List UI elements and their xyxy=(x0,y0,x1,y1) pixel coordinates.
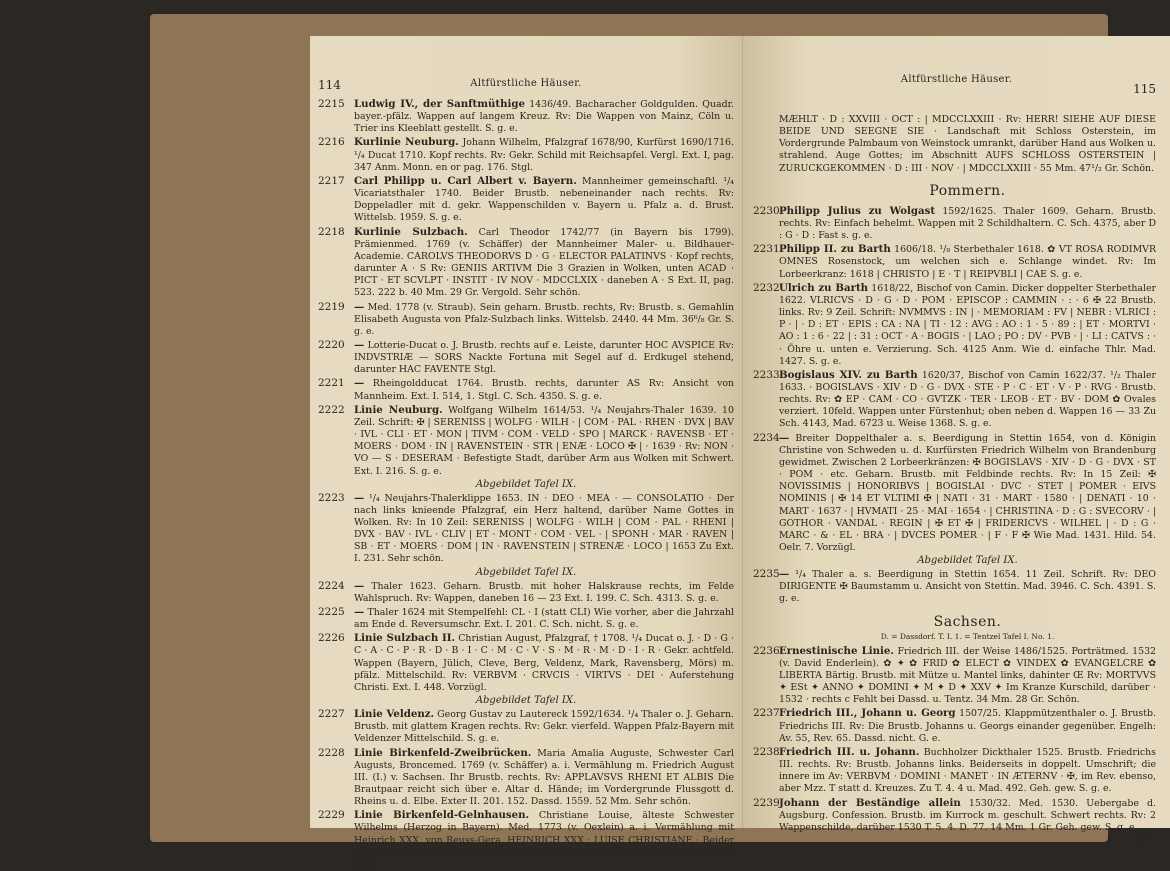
catalog-entry xyxy=(318,339,734,376)
catalog-entry xyxy=(753,745,1156,796)
entry-text: 1620/37, Bischof von Camin 1622/37. ¹/₂ Thaler 1633. · BOGISLAVS · XIV · D · G · DVX · STE · P · C · ET · V · P · RVG · Brustb. rechts. Rv: ✿ EP · CAM · CO · GVTZK · TER · LEOB · ET · BV · DOM ✿ Ovales verziert. 10feld. Wappen unter Fürstenhut; oben neben d. Wappen 16 — 33 Zu Sch. 4143, Mad. 6723 u. Weise 1368. S. g. e. xyxy=(779,369,1156,430)
section-heading-pommern: Pommern. xyxy=(929,182,1006,199)
entry-heading: — xyxy=(354,338,365,351)
catalog-entry xyxy=(753,707,1156,744)
entry-text: Buchholzer Dickthaler 1525. Brustb. Friedrichs III. rechts. Rv: Brustb. Johanns links. Beiderseits in doppelt. Umschrift; die innere im Av: VERBVM · DOMINI · MANET · IN ÆTERNV · ✠, im Rev. ebenso, aber Mzz. T statt d. Kreuzes. Zu T. 4. 4 u. Mad. 492. Geh. gew. S. g. e. xyxy=(779,746,1156,795)
catalog-entry xyxy=(318,98,734,135)
entry-text: Carl Theodor 1742/77 (in Bayern bis 1799). Prämienmed. 1769 (v. Schäffer) der Mannheimer Maler- u. Bildhauer-Academie. CAROLVS THEODORVS D · G · ELECTOR PALATINVS · Kopf rechts, darunter A · S Rv: GENIIS ARTIVM Die 3 Grazien in Wolken, unten ACAD · PICT · ET SCVLPT · INSTIT · IV NOV · MDCCLXIX · daneben A · S Ext. II, pag. 523. 222 b. 40 Mm. 29 Gr. Vergold. Sehr schön. xyxy=(354,226,734,299)
book-spread xyxy=(150,14,1157,870)
entry-heading: Ludwig IV., der Sanftmüthige xyxy=(354,98,525,110)
entry-heading: — xyxy=(779,568,790,581)
entry-heading: Ernestinische Linie. xyxy=(779,644,894,657)
signature-mark: 8* xyxy=(1137,834,1148,845)
entry-number: 2217 xyxy=(318,174,345,187)
plate-reference: Abgebildet Tafel IX. xyxy=(475,566,577,578)
catalog-entry xyxy=(318,404,734,478)
entry-number: 2219 xyxy=(318,300,345,313)
entry-number: 2231 xyxy=(753,243,780,256)
entry-number: 2226 xyxy=(318,632,345,645)
catalog-entry xyxy=(318,809,734,871)
entry-heading: Linie Sulzbach II. xyxy=(354,632,456,645)
entry-heading: Linie Birkenfeld-Zweibrücken. xyxy=(354,746,532,759)
catalog-entry xyxy=(318,708,734,745)
entry-number: 2233 xyxy=(753,368,780,381)
sachsen-abbrev-note: D. = Dassdorf. T. I. 1. = Tentzel Tafel I. No. 1. xyxy=(880,631,1055,641)
entry-heading: — xyxy=(354,377,365,390)
entry-heading: Philipp Julius zu Wolgast xyxy=(779,204,936,217)
entry-number: 2222 xyxy=(318,403,345,416)
right-page-number: 115 xyxy=(1133,82,1156,96)
catalog-entry xyxy=(753,644,1157,707)
right-running-head xyxy=(743,36,1170,96)
entry-heading: Linie Neuburg. xyxy=(354,403,443,416)
left-page xyxy=(310,36,743,870)
catalog-entry xyxy=(318,301,734,338)
catalog-entry xyxy=(753,368,1156,431)
entry-heading: — xyxy=(354,491,365,504)
entry-number: 2234 xyxy=(753,431,780,444)
entry-heading: Kurlinie Sulzbach. xyxy=(354,225,468,238)
catalog-entry xyxy=(753,243,1157,280)
entry-heading: — xyxy=(354,300,365,313)
entry-text: 1592/1625. Thaler 1609. Geharn. Brustb. rechts. Rv: Einfach behelmt. Wappen mit 2 Schildhaltern. C. Sch. 4375, aber D : G · D : Fast s. g. e. xyxy=(779,205,1156,242)
entry-heading: Johann der Beständige allein xyxy=(779,796,961,809)
entry-text: 1606/18. ¹/₈ Sterbethaler 1618. ✿ VT ROSA RODIMVR OMNES Rosenstock, um welchen sich e. Schlange windet. Rv: Im Lorbeerkranz: 1618 | CHRISTO | E · T | REIPVBLI | CAE S. g. e. xyxy=(779,244,1157,280)
catalog-entry xyxy=(318,747,734,809)
catalog-entry xyxy=(318,136,734,173)
entry-text: 1436/49. Bacharacher Goldgulden. Quadr. bayer.-pfälz. Wappen auf langem Kreuz. Rv: Die Wappen von Mainz, Cöln u. Trier ins Kleeblatt gestellt. S. g. e. xyxy=(354,99,734,135)
entry-heading: — xyxy=(354,579,365,592)
plate-reference: Abgebildet Tafel IX. xyxy=(475,478,577,490)
entry-text: Thaler 1623. Geharn. Brustb. mit hoher Halskrause rechts, im Felde Wahlspruch. Rv: Wappen, daneben 16 — 23 Ext. I. 199. C. Sch. 4313. S. g. e. xyxy=(354,580,734,604)
entry-text: Georg Gustav zu Lautereck 1592/1634. ¹/₄ Thaler o. J. Geharn. Brustb. mit glattem Kragen rechts. Rv: Gekr. vierfeld. Wappen Pfalz-Bayern mit Veldenzer Mittelschild. S. g. e. xyxy=(354,709,734,745)
entry-text: Lotterie-Ducat o. J. Brustb. rechts auf e. Leiste, darunter HOC AVSPICE Rv: INDVSTRIÆ — SORS Nackte Fortuna mit Segel auf d. Erdkugel stehend, darunter HAC FAVENTE Stgl. xyxy=(354,339,734,376)
entry-heading: Friedrich III., Johann u. Georg xyxy=(779,707,956,720)
catalog-entry xyxy=(318,492,734,566)
entry-heading: Kurlinie Neuburg. xyxy=(354,136,459,149)
catalog-entry xyxy=(318,606,734,631)
entry-number: 2232 xyxy=(753,281,780,294)
entry-number: 2224 xyxy=(318,579,345,592)
entry-text: ¹/₄ Thaler a. s. Beerdigung in Stettin 1654. 11 Zeil. Schrift. Rv: DEO DIRIGENTE ✠ Baumstamm u. Ansicht von Stettin. Mad. 3946. C. Sch. 4391. S. g. e. xyxy=(779,569,1156,605)
entry-heading: — xyxy=(779,431,790,444)
left-page-content xyxy=(318,98,735,870)
entry-number: 2227 xyxy=(318,708,345,721)
entry-text: Friedrich III. der Weise 1486/1525. Porträtmed. 1532 (v. David Enderlein). ✿ ✦ ✿ FRID ✿ ELECT ✿ VINDEX ✿ EVANGELCRE ✿ LIBERTA Bärtig. Brustb. mit Mütze u. Mantel links, dahinter Œ Rv: MORTVVS ✦ ESt ✦ ANNO ✦ DOMINI ✦ M ✦ D ✦ XXV ✦ Im Kranze Kurschild, darüber · 1532 · rechts c Fehlt bei Dassd. u. Tentz. 34 Mm. 28 Gr. Schön. xyxy=(779,645,1157,706)
catalog-entry xyxy=(753,204,1156,242)
entry-text: Rheingoldducat 1764. Brustb. rechts, darunter AS Rv: Ansicht von Mannheim. Ext. I. 514, 1. Stgl. C. Sch. 4350. S. g. e. xyxy=(354,378,734,402)
catalog-entry xyxy=(318,175,734,225)
entry-text: ¹/₄ Neujahrs-Thalerklippe 1653. IN · DEO · MEA · — CONSOLATIO · Der nach links knieende Pfalzgraf, ein Herz haltend, darüber Name Gottes in Wolken. Rv: In 10 Zeil: SERENISS | WOLFG · WILH | COM · PAL · RHENI | DVX · BAV · IVL · CLIV | ET · MONT · COM · VEL · | SPONH · MAR · RAVEN | SB · ET · MOERS · DOM | IN · RAVENSTEIN | STRENÆ · LOCO | 1653 Zu Ext. I. 231. Sehr schön. xyxy=(354,492,734,565)
entry-heading: Linie Birkenfeld-Gelnhausen. xyxy=(354,809,530,822)
entry-number: 2230 xyxy=(753,204,780,217)
entry-heading: Friedrich III. u. Johann. xyxy=(779,745,920,758)
entry-number: 2236 xyxy=(753,644,780,657)
catalog-entry xyxy=(753,281,1156,368)
entry-heading: Linie Veldenz. xyxy=(354,708,435,721)
entry-number: 2225 xyxy=(318,605,345,618)
catalog-entry xyxy=(318,377,734,402)
entry-number: 2235 xyxy=(753,568,780,581)
entry-number: 2218 xyxy=(318,225,345,238)
entry-text: 1507/25. Klappmützenthaler o. J. Brustb. Friedrichs III. Rv: Die Brustb. Johanns u. Georgs einander gegenüber. Engelh: Av. 55, Rev. 65. Dassd. nicht. G. e. xyxy=(779,708,1156,744)
entry-text: 1618/22, Bischof von Camin. Dicker doppelter Sterbethaler 1622. VLRICVS · D · G · D · POM · EPISCOP : CAMMIN · : · 6 ✠ 22 Brustb. links. Rv: 9 Zeil. Schrift: NVMMVS : IN | · MEMORIAM : FV | NEBR : VLRICI : P · | · D : ET · EPIS : CA : NA | TI · 12 : AVG : AO : 1 · 5 · 89 : | ET · MORTVI · AO : 1 : 6 · 22 | : 31 : OCT · A · BOGIS · | LAO ; PO : DV · PVB · | · LI : CATVS : · · Öhre u. unten e. Verzierung. Sch. 4125 Anm. Wie d. einfache Thlr. Mad. 1427. S. g. e. xyxy=(779,282,1156,367)
sachsen-entries xyxy=(753,644,1157,834)
entry-text: Christian August, Pfalzgraf, † 1708. ¹/₄ Ducat o. J. · D · G · C · A · C · P · R · D · B · I · C · M · C · V · S · M · R · M · D · I · R · Gekr. achtfeld. Wappen (Bayern, Jülich, Cleve, Berg, Veldenz, Mark, Ravensberg, Mörs) m. pfälz. Mittelschild. Rv: VERBVM · CRVCIS · VIRTVS · DEI · Auferstehung Christi. Ext. I. 448. Vorzügl. xyxy=(354,633,735,693)
catalog-entry xyxy=(753,796,1156,834)
entry-text: Wolfgang Wilhelm 1614/53. ¹/₄ Neujahrs-Thaler 1639. 10 Zeil. Schrift: ✠ | SERENISS | WOLFG · WILH · | COM · PAL · RHEN · DVX | BAV · IVL · CLI · ET · MON | TIVM · COM · VELD · SPO | MARCK · RAVENSB · ET · MOERS · DOM · IN | RAVENSTEIN · STR | ENÆ · LOCO ✠ | · 1639 · Rv: NON · VO — S · DESERAM · Befestigte Stadt, darüber Arm aus Wolken mit Schwert. Ext. I. 216. S. g. e. xyxy=(354,404,734,477)
entry-number: 2216 xyxy=(318,136,345,149)
entry-number: 2221 xyxy=(318,377,345,390)
entry-number: 2220 xyxy=(318,338,345,351)
plate-reference: Abgebildet Tafel IX. xyxy=(475,695,577,707)
entry-text: 1530/32. Med. 1530. Uebergabe d. Augsburg. Confession. Brustb. im Kurrock m. geschult. Schwert rechts. Rv: 2 Wappenschilde, darüber 1530 T. 5. 4. D. 77. 14 Mm. 1 Gr. Geh. gew. S. g. e. xyxy=(779,797,1156,833)
entry-number: 2215 xyxy=(318,98,345,110)
right-page-content xyxy=(753,114,1157,845)
entry-heading: Philipp II. zu Barth xyxy=(779,243,891,256)
entry-heading: Carl Philipp u. Carl Albert v. Bayern. xyxy=(354,174,577,187)
entry-number: 2238 xyxy=(753,745,780,758)
right-running-title: Altfürstliche Häuser. xyxy=(900,74,1013,85)
entry-text: Johann Wilhelm, Pfalzgraf 1678/90, Kurfürst 1690/1716. ¹/₄ Ducat 1710. Kopf rechts. Rv: Gekr. Schild mit Reichsapfel. Vergl. Ext. I, pag. 347 Anm. Monn. en or pag. 176. Stgl. xyxy=(354,137,735,173)
entry-heading: Ulrich zu Barth xyxy=(779,281,869,294)
entry-text: Christiane Louise, älteste Schwester Wilhelms (Herzog in Bayern). Med. 1773 (v. Oexlein) a. i. Vermählung mit Heinrich XXX. von Reuss-Gera. HEINRICH XXX · LUISE CHRISTIANE · Beider Brustb. einander gegenüber; im Abschnitt AUF DEM SCHLOSSE HUNGEN | VEB xyxy=(354,810,735,870)
entry-text: Breiter Doppelthaler a. s. Beerdigung in Stettin 1654, von d. Königin Christine von Schweden u. d. Kurfürsten Friedrich Wilhelm von Brandenburg gewidmet. Zwischen 2 Lorbeerkränzen: ✠ BOGISLAVS · XIV · D · G · DVX · ST · POM · etc. Geharn. Brustb. mit Feldbinde rechts. Rv: In 15 Zeil: ✠ NOVISSIMIS | HONORIBVS | BOGISLAI · DVC · STET | POMER · EIVS NOMINIS | ✠ 14 ET VLTIMI ✠ | NATI · 31 · MART · 1580 · | DENATI · 10 · MART · 1637 · | HVMATI · 25 · MAI · 1654 · | CHRISTINA · D : G : SVECORV · | GOTHOR · VANDAL · REGIN | ✠ ET ✠ | FRIDERICVS · WILHEL | · D : G · MARC · & · EL · BRA · | DVCES POMER · | F · F ✠ Wie Mad. 1431. Hild. 54. Oelr. 7. Vorzügl. xyxy=(779,432,1156,553)
catalog-entry xyxy=(318,632,734,694)
entry-number: 2228 xyxy=(318,746,345,759)
entry-heading: Bogislaus XIV. zu Barth xyxy=(779,368,918,381)
plate-reference: Abgebildet Tafel IX. xyxy=(917,555,1018,567)
section-heading-sachsen: Sachsen. xyxy=(933,613,1002,630)
left-running-head xyxy=(310,36,742,92)
catalog-entry xyxy=(753,568,1156,605)
continuation-text: MÆHLT · D : XXVIII · OCT : | MDCCLXXIII · Rv: HERR! SIEHE AUF DIESE BEIDE UND SEEGNE SIE · Landschaft mit Schloss Osterstein, im Vordergrunde Palmbaum von Weinstock umrankt, darüber Hand aus Wolken u. strahlend. Auge Gottes; im Abschnitt AUFS SCHLOSS OSTERSTEIN | ZURUCKGEKOMMEN · D : III · NOV · | MDCCLXXIII · 55 Mm. 47¹/₂ Gr. Schön. xyxy=(779,114,1156,174)
entry-text: Thaler 1624 mit Stempelfehl: CL · I (statt CLI) Wie vorher, aber die Jahrzahl am Ende d. Reversumschr. Ext. I. 201. C. Sch. nicht. S. g. e. xyxy=(354,606,734,631)
entry-text: Med. 1778 (v. Straub). Sein geharn. Brustb. rechts, Rv: Brustb. s. Gemahlin Elisabeth Augusta von Pfalz-Sulzbach links. Wittelsb. 2440. 44 Mm. 36⁶/₈ Gr. S. g. e. xyxy=(354,301,734,337)
entry-text: Mannheimer gemeinschaftl. ¹/₄ Vicariatsthaler 1740. Beider Brustb. nebeneinander nach rechts. Rv: Doppeladler mit d. gekr. Wappenschilden v. Bayern u. Pfalz a. d. Brust. Wittelsb. 1959. S. g. e. xyxy=(354,175,734,224)
entry-number: 2237 xyxy=(753,707,780,720)
entry-number: 2229 xyxy=(318,809,345,822)
right-page xyxy=(743,36,1170,845)
entry-text: Maria Amalia Auguste, Schwester Carl Augusts, Broncemed. 1769 (v. Schäffer) a. i. Vermählung m. Friedrich August III. (I.) v. Sachsen. Ihr Brustb. rechts. Rv: APPLAVSVS RHENI ET ALBIS Die Brautpaar reicht sich über e. Altar d. Hände; im Vordergrunde Flussgott d. Rheins u. d. Elbe. Exter II. 201. 152. Dassd. 1559. 52 Mm. Sehr schön. xyxy=(354,747,734,808)
entry-number: 2223 xyxy=(318,491,345,504)
pommern-entries xyxy=(753,204,1157,606)
catalog-entry xyxy=(753,431,1156,555)
entry-heading: — xyxy=(354,605,365,618)
left-page-number: 114 xyxy=(318,78,341,92)
catalog-entry xyxy=(318,226,734,300)
left-running-title: Altfürstliche Häuser. xyxy=(470,78,582,89)
entry-number: 2239 xyxy=(753,796,780,809)
catalog-entry xyxy=(318,580,734,605)
